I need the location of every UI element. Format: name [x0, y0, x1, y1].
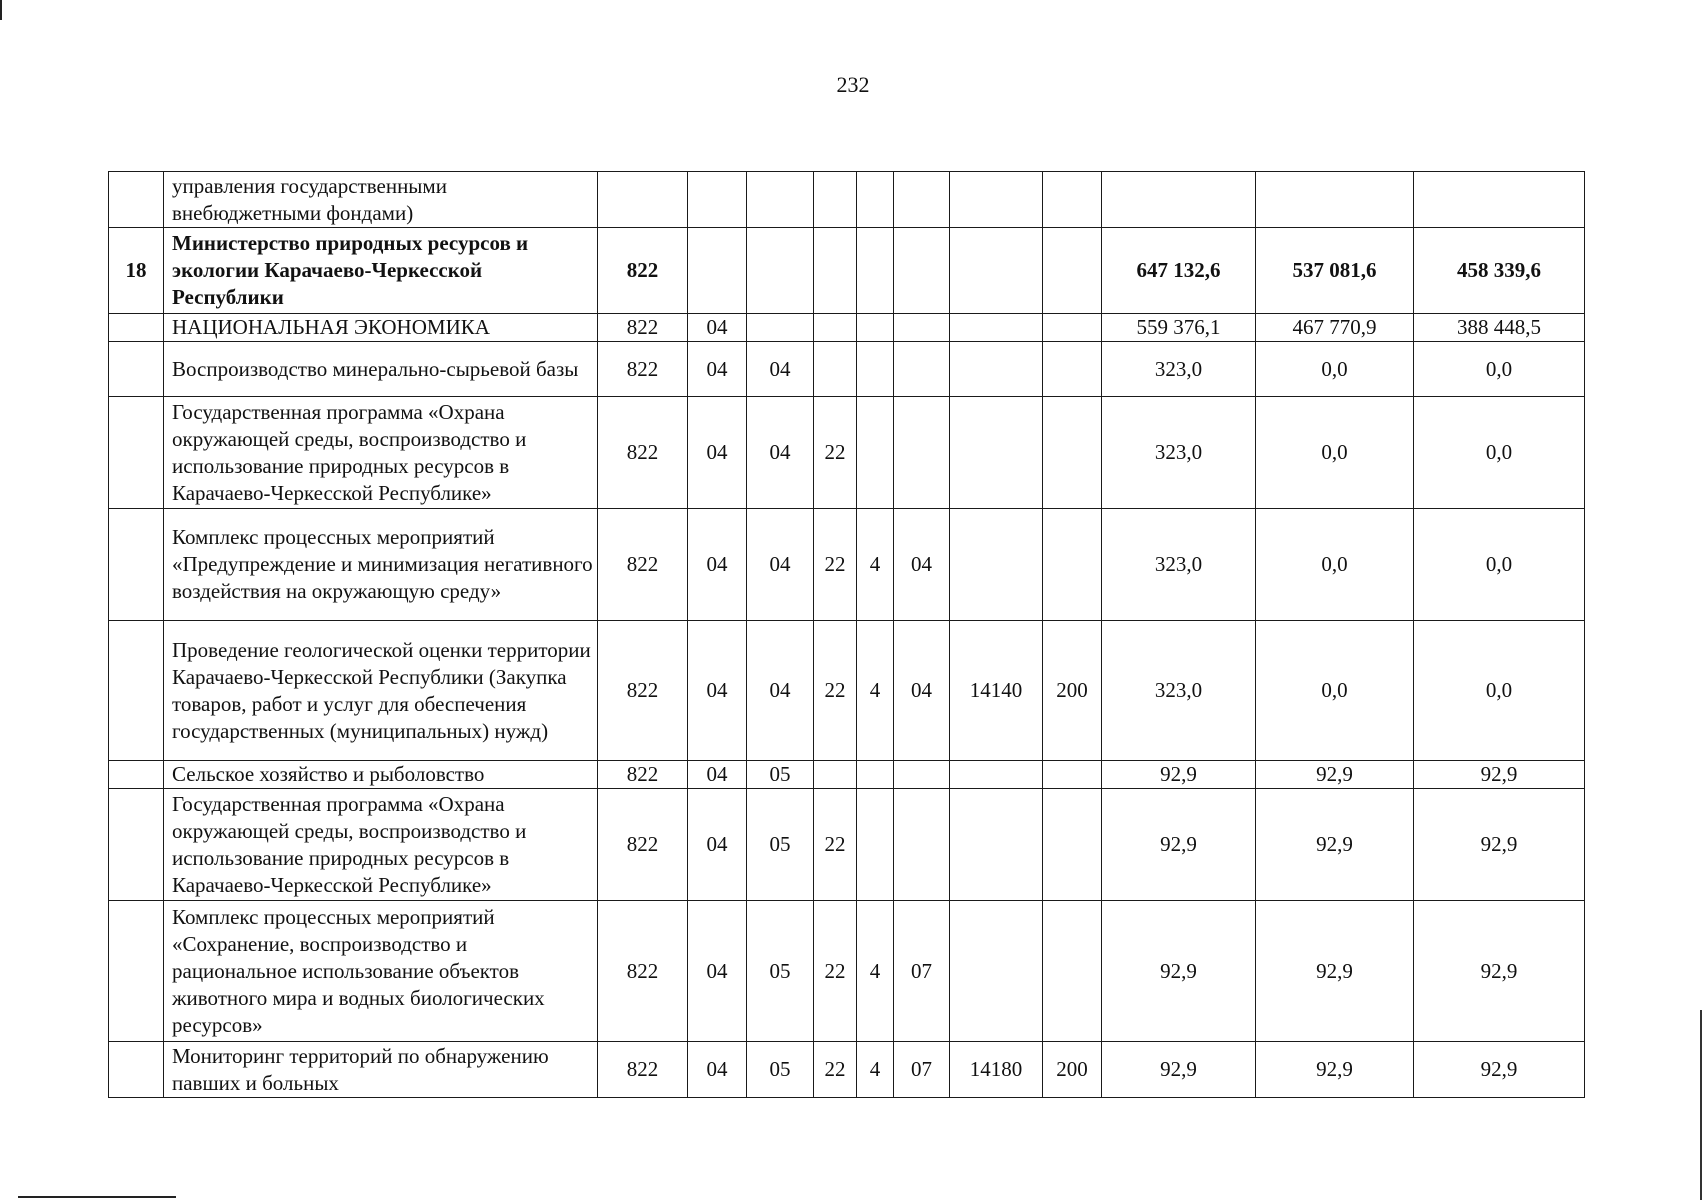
- program-cell: [814, 314, 857, 342]
- amount-year2-cell: 0,0: [1256, 397, 1414, 509]
- row-number-cell: [109, 761, 164, 789]
- name-cell: Воспроизводство минерально-сырьевой базы: [164, 342, 598, 397]
- table-row: [109, 621, 1585, 761]
- section-cell: 04: [688, 1042, 747, 1098]
- name-cell: Сельское хозяйство и рыболовство: [164, 761, 598, 789]
- table-row: [109, 342, 1585, 397]
- amount-year3-cell: 0,0: [1414, 621, 1585, 761]
- program-cell: 22: [814, 1042, 857, 1098]
- amount-year2-cell: 92,9: [1256, 1042, 1414, 1098]
- name-cell: управления государственными внебюджетными фондами): [164, 172, 598, 228]
- amount-year2-cell: 537 081,6: [1256, 228, 1414, 314]
- measure-cell: 04: [894, 509, 950, 621]
- subprogram-cell: 4: [857, 509, 894, 621]
- subsection-cell: 05: [747, 1042, 814, 1098]
- scan-edge-mark: [0, 0, 2, 20]
- subprogram-cell: [857, 342, 894, 397]
- subsection-cell: 04: [747, 509, 814, 621]
- expense-direction-cell: [950, 761, 1043, 789]
- table-row: [109, 228, 1585, 314]
- ministry-code-cell: 822: [598, 397, 688, 509]
- ministry-code-cell: 822: [598, 621, 688, 761]
- row-number-cell: [109, 314, 164, 342]
- program-cell: 22: [814, 397, 857, 509]
- expense-type-cell: [1043, 509, 1102, 621]
- amount-year3-cell: 92,9: [1414, 761, 1585, 789]
- section-cell: 04: [688, 901, 747, 1042]
- program-cell: 22: [814, 901, 857, 1042]
- measure-cell: 07: [894, 901, 950, 1042]
- program-cell: [814, 172, 857, 228]
- row-number-cell: [109, 342, 164, 397]
- amount-year2-cell: 92,9: [1256, 789, 1414, 901]
- section-cell: [688, 172, 747, 228]
- table-row: [109, 789, 1585, 901]
- expense-type-cell: [1043, 789, 1102, 901]
- program-cell: [814, 228, 857, 314]
- name-cell: Государственная программа «Охрана окружающей среды, воспроизводство и использование природных ресурсов в Карачаево-Черкесской Республике»: [164, 397, 598, 509]
- table-row: [109, 1042, 1585, 1098]
- subprogram-cell: 4: [857, 901, 894, 1042]
- name-cell: Государственная программа «Охрана окружающей среды, воспроизводство и использование природных ресурсов в Карачаево-Черкесской Республике»: [164, 789, 598, 901]
- amount-year3-cell: 0,0: [1414, 342, 1585, 397]
- row-number-cell: [109, 621, 164, 761]
- expense-type-cell: [1043, 397, 1102, 509]
- expense-direction-cell: [950, 397, 1043, 509]
- expense-type-cell: [1043, 228, 1102, 314]
- measure-cell: 04: [894, 621, 950, 761]
- amount-year2-cell: 92,9: [1256, 761, 1414, 789]
- subsection-cell: [747, 314, 814, 342]
- measure-cell: 07: [894, 1042, 950, 1098]
- expense-direction-cell: [950, 789, 1043, 901]
- subprogram-cell: [857, 761, 894, 789]
- section-cell: 04: [688, 621, 747, 761]
- ministry-code-cell: 822: [598, 314, 688, 342]
- expense-direction-cell: [950, 509, 1043, 621]
- expense-direction-cell: [950, 342, 1043, 397]
- ministry-code-cell: 822: [598, 789, 688, 901]
- program-cell: [814, 342, 857, 397]
- expense-direction-cell: 14140: [950, 621, 1043, 761]
- amount-year3-cell: 92,9: [1414, 1042, 1585, 1098]
- table-row: [109, 509, 1585, 621]
- program-cell: 22: [814, 509, 857, 621]
- expense-type-cell: [1043, 342, 1102, 397]
- subprogram-cell: 4: [857, 1042, 894, 1098]
- amount-year3-cell: 458 339,6: [1414, 228, 1585, 314]
- amount-year1-cell: 647 132,6: [1102, 228, 1256, 314]
- measure-cell: [894, 342, 950, 397]
- table-row: [109, 397, 1585, 509]
- table-body: [109, 172, 1585, 1098]
- expense-type-cell: 200: [1043, 1042, 1102, 1098]
- name-cell: Комплекс процессных мероприятий «Сохранение, воспроизводство и рациональное использование объектов животного мира и водных биологических ресурсов»: [164, 901, 598, 1042]
- page-number: 232: [836, 72, 870, 97]
- ministry-code-cell: [598, 172, 688, 228]
- expense-type-cell: [1043, 172, 1102, 228]
- name-cell: Проведение геологической оценки территории Карачаево-Черкесской Республики (Закупка товаров, работ и услуг для обеспечения государственных (муниципальных) нужд): [164, 621, 598, 761]
- section-cell: 04: [688, 397, 747, 509]
- ministry-code-cell: 822: [598, 228, 688, 314]
- subprogram-cell: [857, 314, 894, 342]
- ministry-code-cell: 822: [598, 1042, 688, 1098]
- expense-type-cell: [1043, 314, 1102, 342]
- table-row: [109, 761, 1585, 789]
- scan-edge-line: [1700, 1010, 1702, 1200]
- amount-year1-cell: [1102, 172, 1256, 228]
- amount-year1-cell: 323,0: [1102, 342, 1256, 397]
- amount-year2-cell: 0,0: [1256, 621, 1414, 761]
- subsection-cell: 04: [747, 397, 814, 509]
- section-cell: 04: [688, 509, 747, 621]
- section-cell: 04: [688, 342, 747, 397]
- subprogram-cell: 4: [857, 621, 894, 761]
- amount-year2-cell: 0,0: [1256, 342, 1414, 397]
- subprogram-cell: [857, 228, 894, 314]
- ministry-code-cell: 822: [598, 509, 688, 621]
- section-cell: [688, 228, 747, 314]
- amount-year3-cell: [1414, 172, 1585, 228]
- name-cell: Комплекс процессных мероприятий «Предупреждение и минимизация негативного воздействия на окружающую среду»: [164, 509, 598, 621]
- subprogram-cell: [857, 397, 894, 509]
- expense-direction-cell: [950, 901, 1043, 1042]
- amount-year1-cell: 323,0: [1102, 621, 1256, 761]
- measure-cell: [894, 789, 950, 901]
- row-number-cell: [109, 172, 164, 228]
- subsection-cell: 05: [747, 789, 814, 901]
- ministry-code-cell: 822: [598, 761, 688, 789]
- row-number-cell: [109, 1042, 164, 1098]
- program-cell: 22: [814, 621, 857, 761]
- subprogram-cell: [857, 789, 894, 901]
- expense-type-cell: [1043, 761, 1102, 789]
- expense-direction-cell: 14180: [950, 1042, 1043, 1098]
- expense-type-cell: [1043, 901, 1102, 1042]
- amount-year2-cell: [1256, 172, 1414, 228]
- amount-year3-cell: 388 448,5: [1414, 314, 1585, 342]
- subsection-cell: [747, 228, 814, 314]
- scan-line-mark: [18, 1196, 176, 1198]
- subprogram-cell: [857, 172, 894, 228]
- row-number-cell: [109, 789, 164, 901]
- row-number-cell: [109, 397, 164, 509]
- subsection-cell: [747, 172, 814, 228]
- amount-year2-cell: 0,0: [1256, 509, 1414, 621]
- amount-year1-cell: 92,9: [1102, 789, 1256, 901]
- amount-year1-cell: 92,9: [1102, 761, 1256, 789]
- section-cell: 04: [688, 314, 747, 342]
- expense-direction-cell: [950, 314, 1043, 342]
- name-cell: Министерство природных ресурсов и экологии Карачаево-Черкесской Республики: [164, 228, 598, 314]
- name-cell: Мониторинг территорий по обнаружению павших и больных: [164, 1042, 598, 1098]
- table-row: [109, 314, 1585, 342]
- program-cell: [814, 761, 857, 789]
- amount-year2-cell: 467 770,9: [1256, 314, 1414, 342]
- ministry-code-cell: 822: [598, 901, 688, 1042]
- expense-direction-cell: [950, 228, 1043, 314]
- amount-year1-cell: 323,0: [1102, 397, 1256, 509]
- row-number-cell: [109, 901, 164, 1042]
- amount-year3-cell: 0,0: [1414, 397, 1585, 509]
- amount-year3-cell: 92,9: [1414, 789, 1585, 901]
- measure-cell: [894, 397, 950, 509]
- expense-direction-cell: [950, 172, 1043, 228]
- section-cell: 04: [688, 761, 747, 789]
- program-cell: 22: [814, 789, 857, 901]
- section-cell: 04: [688, 789, 747, 901]
- amount-year1-cell: 92,9: [1102, 901, 1256, 1042]
- table-row: [109, 172, 1585, 228]
- budget-table: [108, 171, 1585, 1098]
- table-row: [109, 901, 1585, 1042]
- amount-year1-cell: 92,9: [1102, 1042, 1256, 1098]
- ministry-code-cell: 822: [598, 342, 688, 397]
- amount-year1-cell: 559 376,1: [1102, 314, 1256, 342]
- measure-cell: [894, 172, 950, 228]
- amount-year3-cell: 0,0: [1414, 509, 1585, 621]
- subsection-cell: 04: [747, 621, 814, 761]
- expense-type-cell: 200: [1043, 621, 1102, 761]
- measure-cell: [894, 314, 950, 342]
- subsection-cell: 04: [747, 342, 814, 397]
- measure-cell: [894, 761, 950, 789]
- amount-year1-cell: 323,0: [1102, 509, 1256, 621]
- row-number-cell: 18: [109, 228, 164, 314]
- amount-year3-cell: 92,9: [1414, 901, 1585, 1042]
- subsection-cell: 05: [747, 901, 814, 1042]
- row-number-cell: [109, 509, 164, 621]
- name-cell: НАЦИОНАЛЬНАЯ ЭКОНОМИКА: [164, 314, 598, 342]
- subsection-cell: 05: [747, 761, 814, 789]
- amount-year2-cell: 92,9: [1256, 901, 1414, 1042]
- measure-cell: [894, 228, 950, 314]
